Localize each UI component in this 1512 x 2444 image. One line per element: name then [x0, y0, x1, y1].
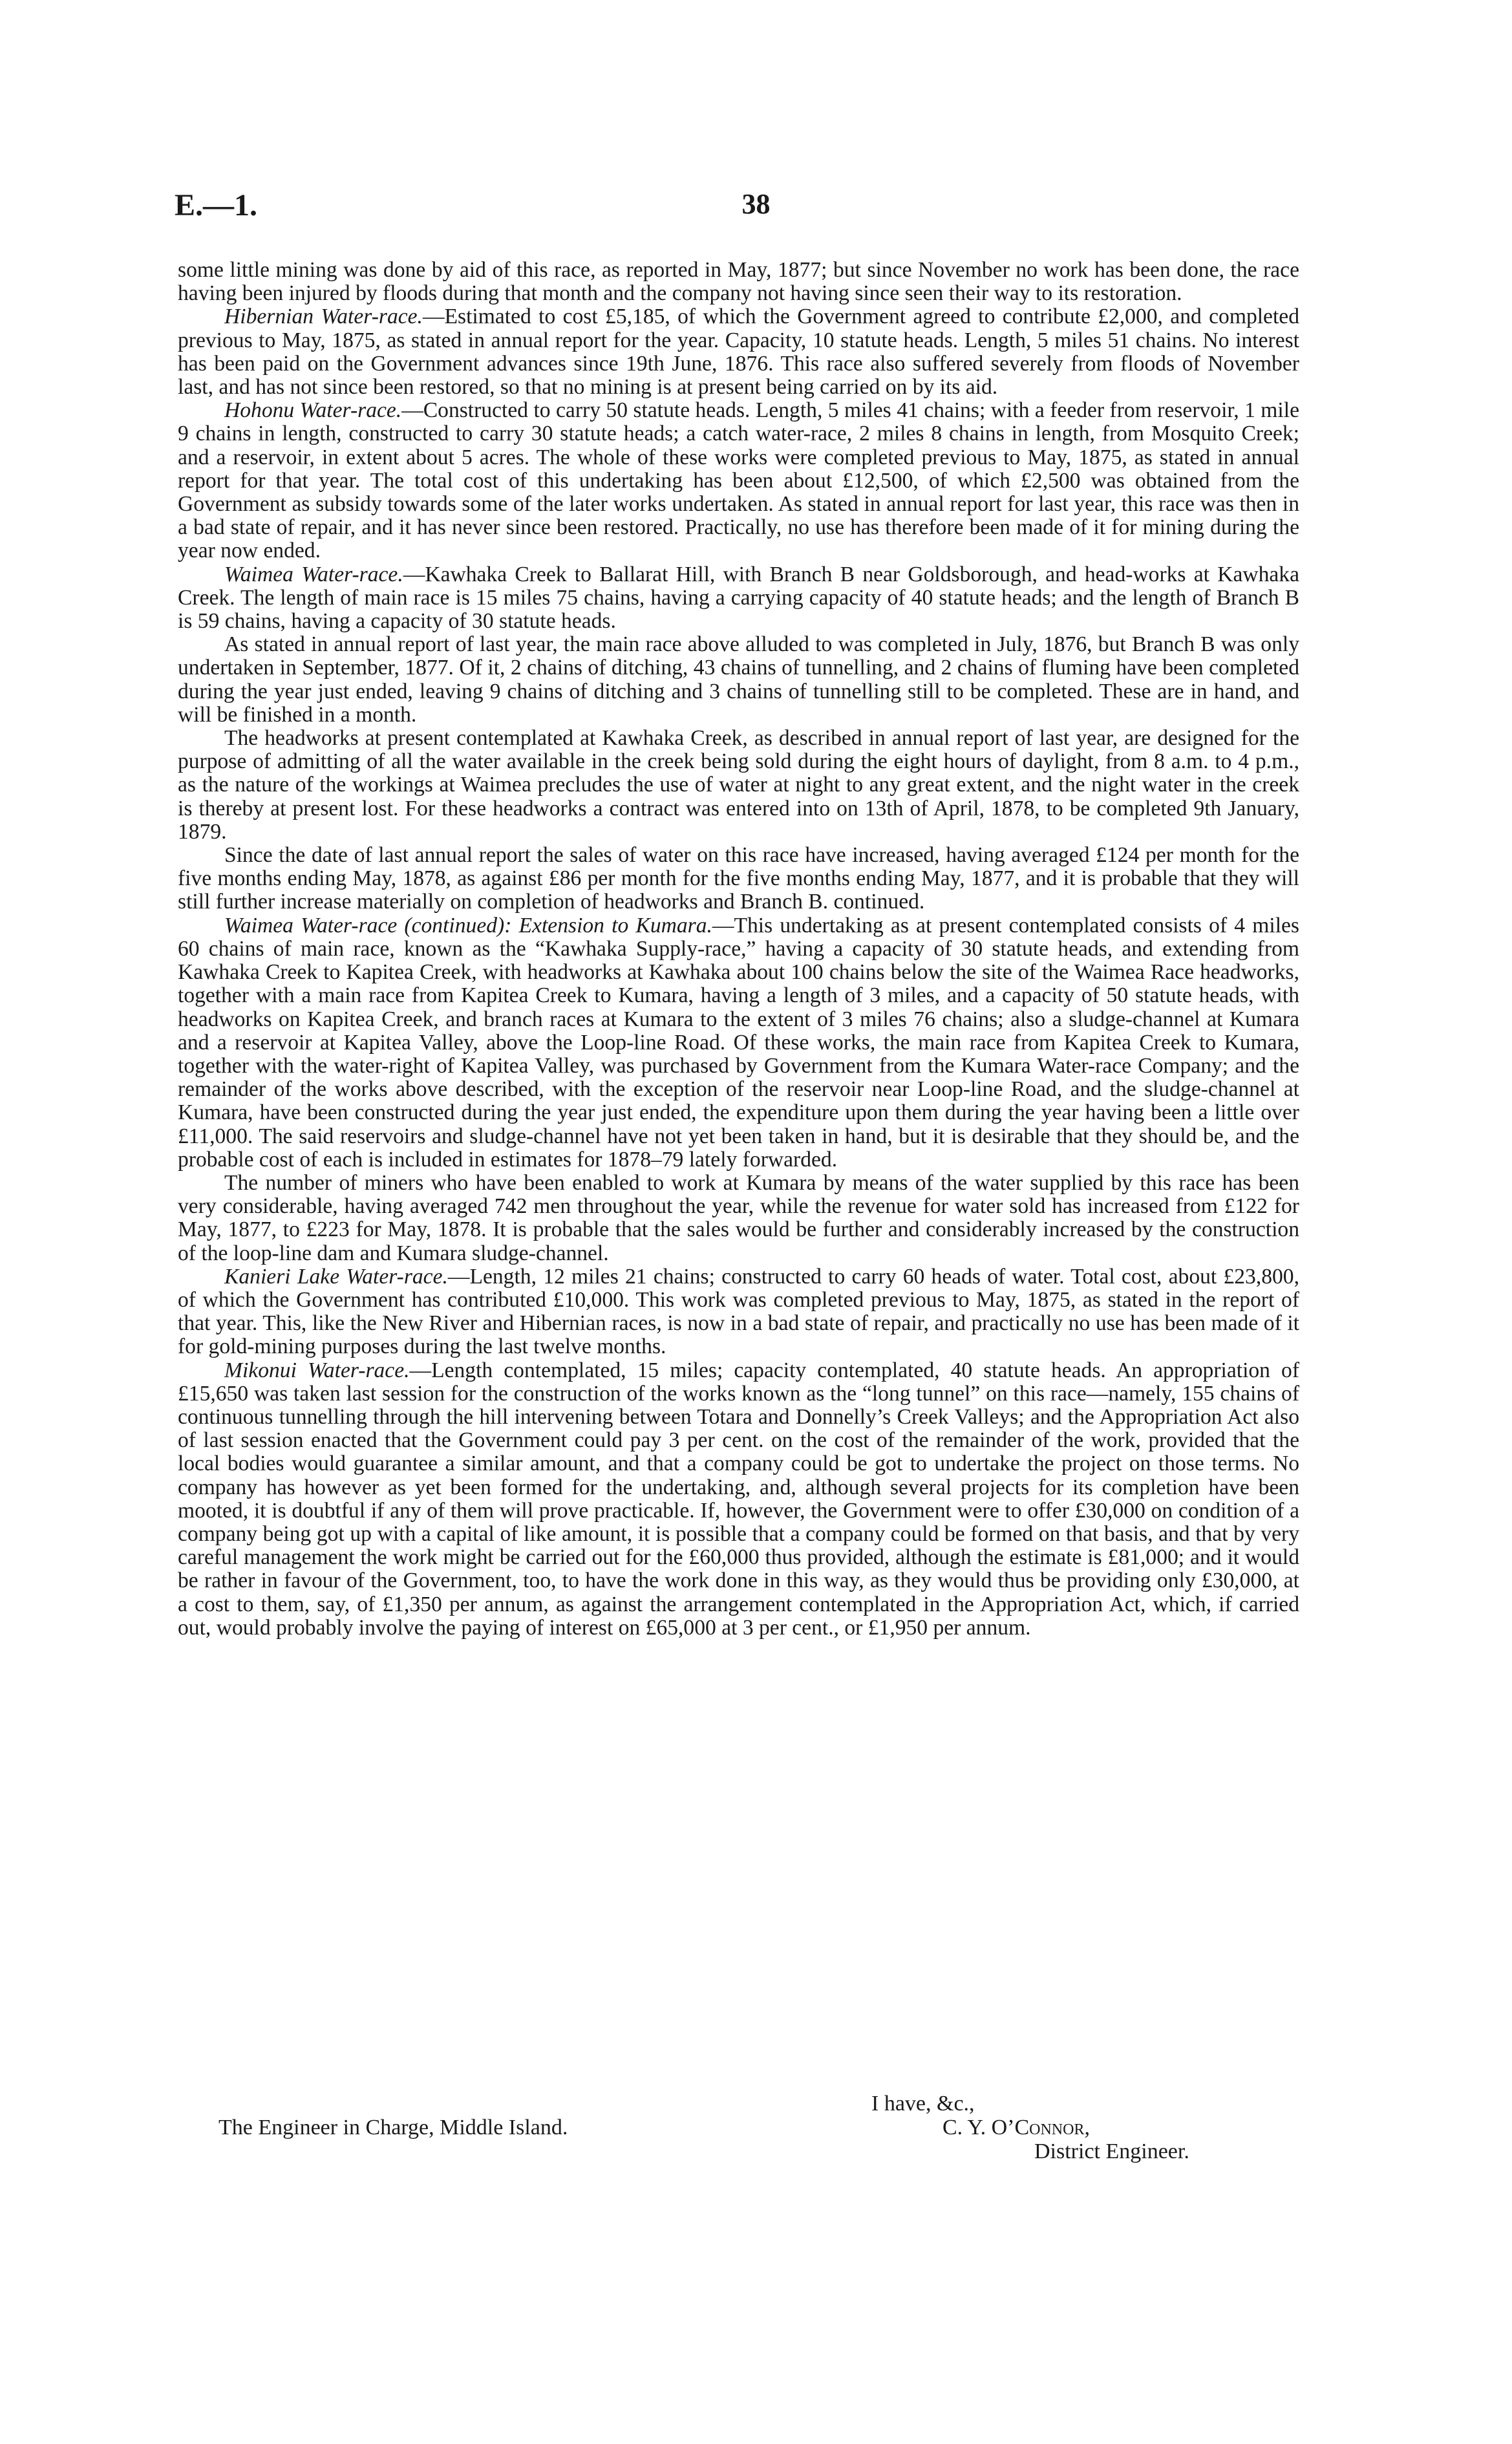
- paragraph-text: Since the date of last annual report the sales of water on this race have increased, having averaged £124 per month for the five months ending May, 1878, as against £86 per month for the five months ending May, 1877, and it is probable that they will still further increase materially on completion of headworks and Branch B. continued.: [178, 843, 1299, 914]
- document-reference: E.—1.: [175, 188, 258, 222]
- section-heading: Kanieri Lake Water-race.: [224, 1264, 448, 1289]
- paragraph-text: —Constructed to carry 50 statute heads. Length, 5 miles 41 chains; with a feeder from reservoir, 1 mile 9 chains in length, constructed to carry 30 statute heads; a catch water-race, 2 miles 8 chains in length, from Mosquito Creek; and a reservoir, in extent about 5 acres. The whole of these works were completed previous to May, 1875, as stated in annual report for that year. The total cost of this undertaking has been about £12,500, of which £2,500 was obtained from the Government as subsidy towards some of the later works undertaken. As stated in annual report for last year, this race was then in a bad state of repair, and it has never since been restored. Practically, no use has therefore been made of it for mining during the year now ended.: [178, 398, 1299, 563]
- paragraph-headworks: [178, 727, 1299, 844]
- signatory-title: District Engineer.: [1034, 2139, 1189, 2163]
- paragraph-kumara-miners: [178, 1172, 1299, 1265]
- section-heading: Hibernian Water-race.: [224, 305, 423, 329]
- paragraph-water-sales: [178, 844, 1299, 914]
- paragraph-waimea-water-race: [178, 563, 1299, 634]
- paragraph-mikonui-water-race: [178, 1359, 1299, 1640]
- closing-salutation: I have, &c.,: [871, 2092, 975, 2116]
- paragraph-text: The number of miners who have been enabled to work at Kumara by means of the water supplied by this race has been very considerable, having averaged 742 men throughout the year, while the revenue for water sold has increased from £122 for May, 1877, to £223 for May, 1878. It is probable that the sales would be further and considerably increased by the construction of the loop-line dam and Kumara sludge-channel.: [178, 1170, 1299, 1265]
- section-heading: Waimea Water-race.: [224, 562, 403, 586]
- section-heading: Mikonui Water-race.: [224, 1358, 410, 1382]
- paragraph-text: —Estimated to cost £5,185, of which the Government agreed to contribute £2,000, and completed previous to May, 1875, as stated in annual report for the year. Capacity, 10 statute heads. Length, 5 miles 51 chains. No interest has been paid on the Government advances since 19th June, 1876. This race also suffered severely from floods of November last, and has not since been restored, so that no mining is at present being carried on by its aid.: [178, 305, 1299, 400]
- page-header: [175, 188, 1337, 226]
- paragraph-text: —This undertaking as at present contemplated consists of 4 miles 60 chains of main race, known as the “Kawhaka Supply-race,” having a capacity of 30 statute heads, and extending from Kawhaka Creek to Kapitea Creek, with headworks at Kawhaka about 100 chains below the site of the Waimea Race headworks, together with a main race from Kapitea Creek to Kumara, having a length of 3 miles, and a capacity of 50 statute heads, with headworks on Kapitea Creek, and branch races at Kumara to the extent of 3 miles 76 chains; also a sludge-channel at Kumara and a reservoir at Kapitea Valley, above the Loop-line Road. Of these works, the main race from Kapitea Creek to Kumara, together with the water-right of Kapitea Valley, was purchased by Government from the Kumara Water-race Company; and the remainder of the works above described, with the exception of the reservoir near Loop-line Road, and the sludge-channel at Kumara, have been constructed during the year just ended, the expenditure upon them during the year having been a little over £11,000. The said reservoirs and sludge-channel have not yet been taken in hand, but it is desirable that they should be, and the probable cost of each is included in estimates for 1878–79 lately forwarded.: [178, 913, 1300, 1172]
- paragraph-hibernian-water-race: [178, 305, 1299, 399]
- paragraph-text: —Length contemplated, 15 miles; capacity contemplated, 40 statute heads. An appropriation of £15,650 was taken last session for the construction of the works known as the “long tunnel” on this race—namely, 155 chains of continuous tunnelling through the hill intervening between Totara and Donnelly’s Creek Valleys; and the Appropriation Act also of last session enacted that the Government could pay 3 per cent. on the cost of the remainder of the work, provided that the local bodies would guarantee a similar amount, and that a company could be got to undertake the project on those terms. No company has however as yet been formed for the undertaking, and, although several projects for its completion have been mooted, it is doubtful if any of them will prove practicable. If, however, the Government were to offer £30,000 on condition of a company being got up with a capital of like amount, it is possible that a company could be formed on that basis, and that by very careful management the work might be carried out for the £60,000 thus provided, although the estimate is £81,000; and it would be rather in favour of the Government, too, to have the work done in this way, as they would thus be providing only £30,000, at a cost to them, say, of £1,350 per annum, as against the arrangement contemplated in the Appropriation Act, which, if carried out, would probably involve the paying of interest on £65,000 at 3 per cent., or £1,950 per annum.: [178, 1358, 1300, 1640]
- page-number: 38: [741, 188, 771, 220]
- signatory: C. Y. O’Connor,: [942, 2116, 1090, 2139]
- addressee: The Engineer in Charge, Middle Island.: [218, 2116, 568, 2139]
- paragraph-branch-b: [178, 633, 1299, 727]
- paragraph-text: As stated in annual report of last year, the main race above alluded to was completed in July, 1876, but Branch B was only undertaken in September, 1877. Of it, 2 chains of ditching, 43 chains of tunnelling, and 2 chains of fluming have been completed during the year just ended, leaving 9 chains of ditching and 3 chains of tunnelling still to be completed. These are in hand, and will be finished in a month.: [178, 632, 1299, 727]
- section-heading: Waimea Water-race (continued): Extension to Kumara.: [224, 913, 712, 938]
- paragraph-text: The headworks at present contemplated at Kawhaka Creek, as described in annual report of last year, are designed for the purpose of admitting of all the water available in the creek being sold during the eight hours of daylight, from 8 a.m. to 4 p.m., as the nature of the workings at Waimea precludes the use of water at night to any great extent, and the night water in the creek is thereby at present lost. For these headworks a contract was entered into on 13th of April, 1878, to be completed 9th January, 1879.: [178, 726, 1299, 844]
- paragraph-kanieri-lake-water-race: [178, 1265, 1299, 1359]
- paragraph-kumara-extension: [178, 914, 1299, 1172]
- paragraph-text: some little mining was done by aid of this race, as reported in May, 1877; but since November no work has been done, the race having been injured by floods during that month and the company not having since seen their way to its restoration.: [178, 258, 1299, 306]
- paragraph-continuation: [178, 259, 1299, 305]
- paragraph-hohonu-water-race: [178, 399, 1299, 563]
- section-heading: Hohonu Water-race.: [224, 398, 402, 423]
- paragraph-text: —Length, 12 miles 21 chains; constructed to carry 60 heads of water. Total cost, about £23,800, of which the Government has contributed £10,000. This work was completed previous to May, 1875, as stated in the report of that year. This, like the New River and Hibernian races, is now in a bad state of repair, and practically no use has been made of it for gold-mining purposes during the last twelve months.: [178, 1264, 1299, 1359]
- paragraph-text: —Kawhaka Creek to Ballarat Hill, with Branch B near Goldsborough, and head-works at Kawhaka Creek. The length of main race is 15 miles 75 chains, having a carrying capacity of 40 statute heads; and the length of Branch B is 59 chains, having a capacity of 30 statute heads.: [178, 562, 1299, 634]
- report-body: [178, 259, 1299, 1640]
